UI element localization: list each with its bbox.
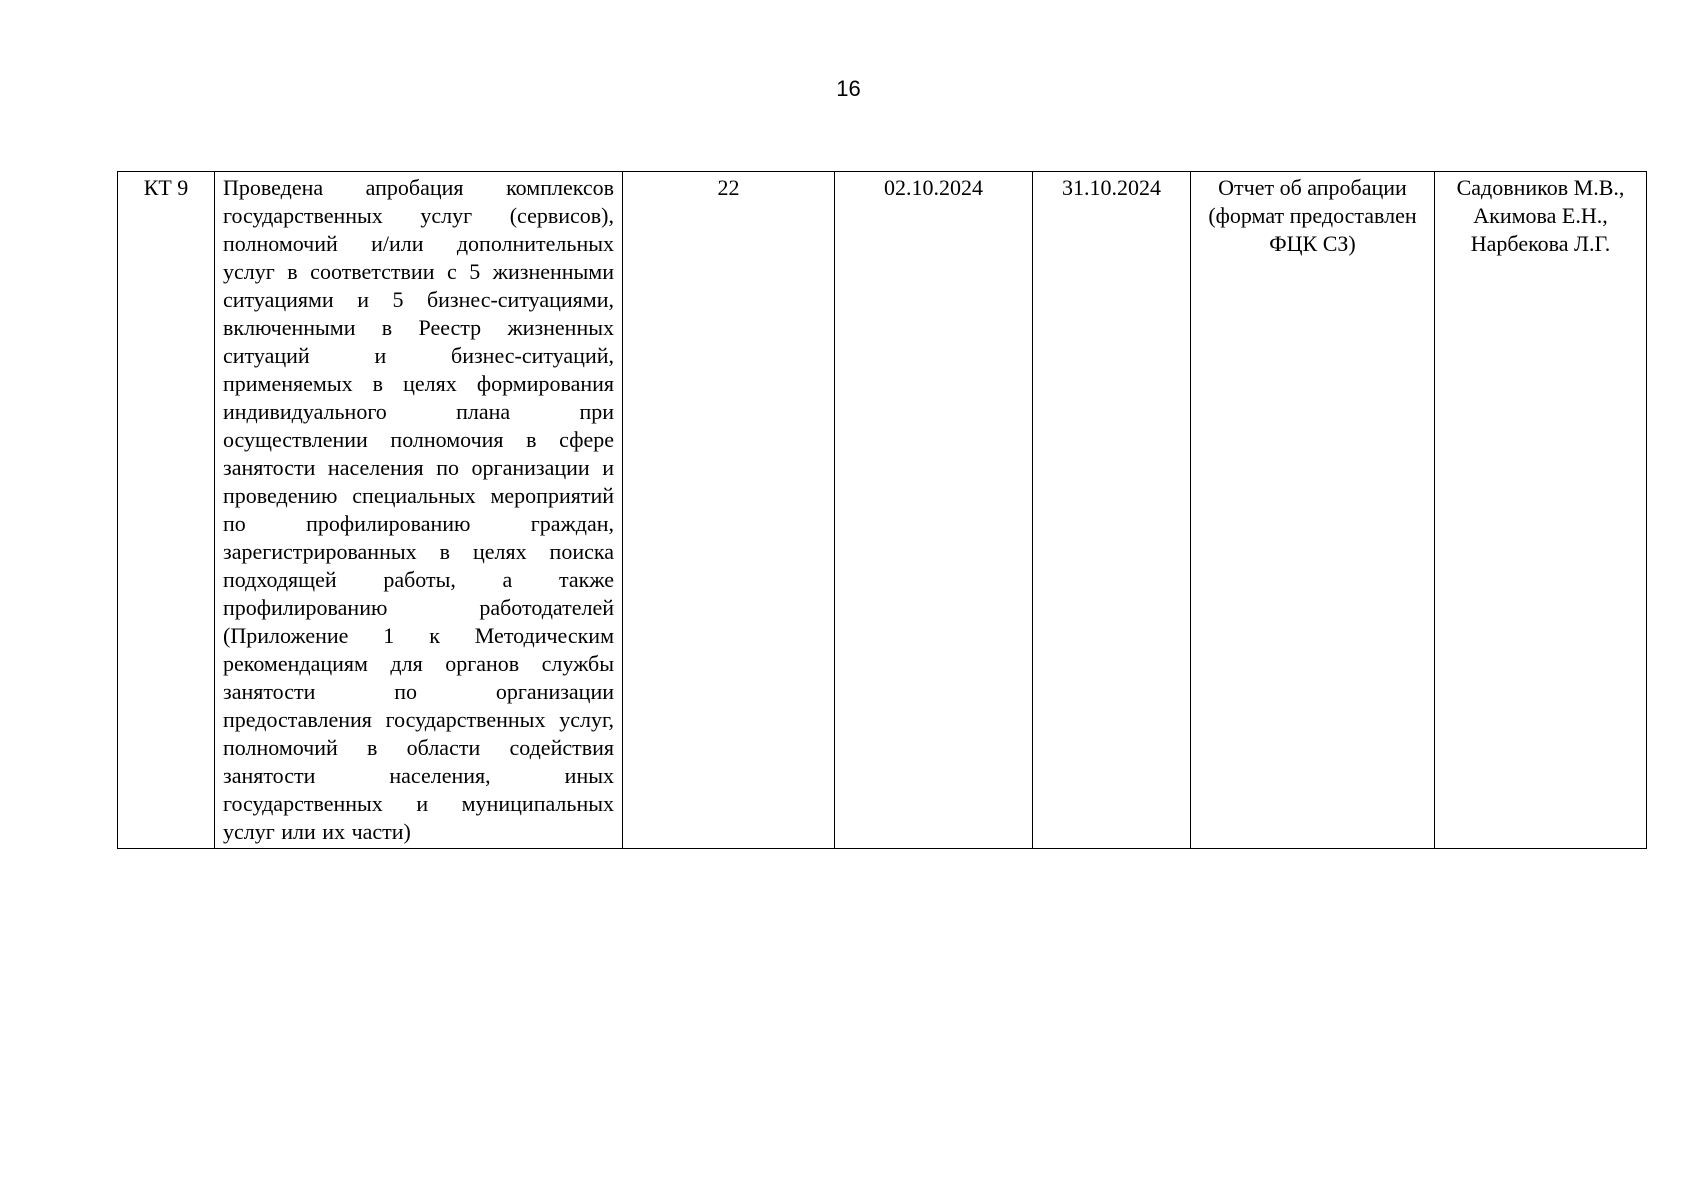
page-number: 16 [836, 76, 861, 101]
start-date-cell [835, 172, 1033, 849]
checkpoint-code-cell [118, 172, 215, 849]
end-date: 31.10.2024 [1062, 175, 1161, 200]
responsible-person: Нарбекова Л.Г. [1470, 231, 1611, 256]
checkpoint-description: Проведена апробация комплексов государственных услуг (сервисов), полномочий и/или дополнительных услуг в соответствии с 5 жизненными ситуациями и 5 бизнес-ситуациями, включенными в Реестр жизненных ситуаций и бизнес-ситуаций, применяемых в целях формирования индивидуального плана при осуществлении полномочия в сфере занятости населения по организации и проведению специальных мероприятий по профилированию граждан, зарегистрированных в целях поиска подходящей работы, а также профилированию работодателей (Приложение 1 к Методическим рекомендациям для органов службы занятости по организации предоставления государственных услуг, полномочий в области содействия занятости населения, иных государственных и муниципальных услуг или их части) [223, 175, 614, 844]
description-cell [215, 172, 623, 849]
result-cell [1191, 172, 1435, 849]
responsible-cell [1435, 172, 1647, 849]
plan-table [117, 171, 1647, 849]
responsible-person: Садовников М.В., [1456, 175, 1625, 200]
responsible-person: Акимова Е.Н., [1473, 203, 1608, 228]
checkpoint-code: КТ 9 [143, 175, 189, 200]
result-document: Отчет об апробации (формат предоставлен ФЦК СЗ) [1208, 175, 1417, 256]
table-row [118, 172, 1647, 849]
number-cell [623, 172, 835, 849]
end-date-cell [1033, 172, 1191, 849]
checkpoint-number: 22 [717, 175, 740, 200]
start-date: 02.10.2024 [884, 175, 983, 200]
